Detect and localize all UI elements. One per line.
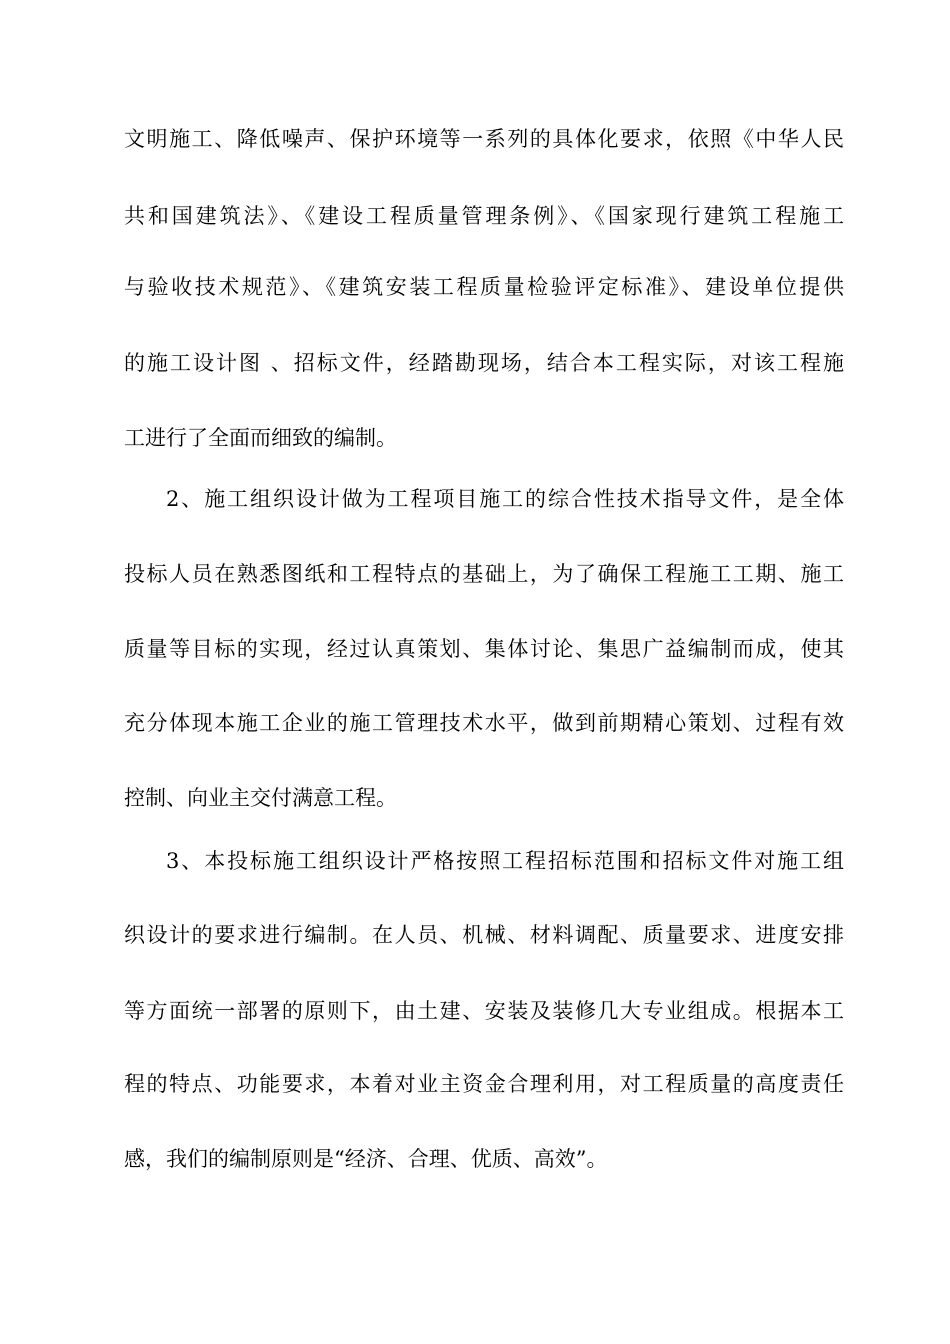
text-line-12: 织设计的要求进行编制。在人员、机械、材料调配、质量要求、进度安排	[124, 923, 844, 947]
text-line-6: 2、施工组织设计做为工程项目施工的综合性技术指导文件，是全体	[166, 487, 844, 511]
text-line-10: 控制、向业主交付满意工程。	[124, 786, 397, 810]
text-line-15: 感，我们的编制原则是“经济、合理、优质、高效”。	[124, 1147, 608, 1171]
text-line-8: 质量等目标的实现，经过认真策划、集体讨论、集思广益编制而成，使其	[124, 637, 844, 661]
text-line-9: 充分体现本施工企业的施工管理技术水平，做到前期精心策划、过程有效	[124, 711, 844, 735]
text-line-4: 的施工设计图 、招标文件，经踏勘现场，结合本工程实际，对该工程施	[124, 351, 844, 375]
text-line-11: 3、本投标施工组织设计严格按照工程招标范围和招标文件对施工组	[166, 849, 844, 873]
text-line-3: 与验收技术规范》、《建筑安装工程质量检验评定标准》、建设单位提供	[124, 275, 844, 299]
text-line-1: 文明施工、降低噪声、保护环境等一系列的具体化要求，依照《中华人民	[124, 127, 844, 151]
text-line-13: 等方面统一部署的原则下，由土建、安装及装修几大专业组成。根据本工	[124, 999, 844, 1023]
text-line-14: 程的特点、功能要求，本着对业主资金合理利用，对工程质量的高度责任	[124, 1072, 844, 1096]
text-line-2: 共和国建筑法》、《建设工程质量管理条例》、《国家现行建筑工程施工	[124, 204, 844, 228]
text-line-5: 工进行了全面而细致的编制。	[124, 426, 397, 450]
text-line-7: 投标人员在熟悉图纸和工程特点的基础上，为了确保工程施工工期、施工	[124, 562, 844, 586]
